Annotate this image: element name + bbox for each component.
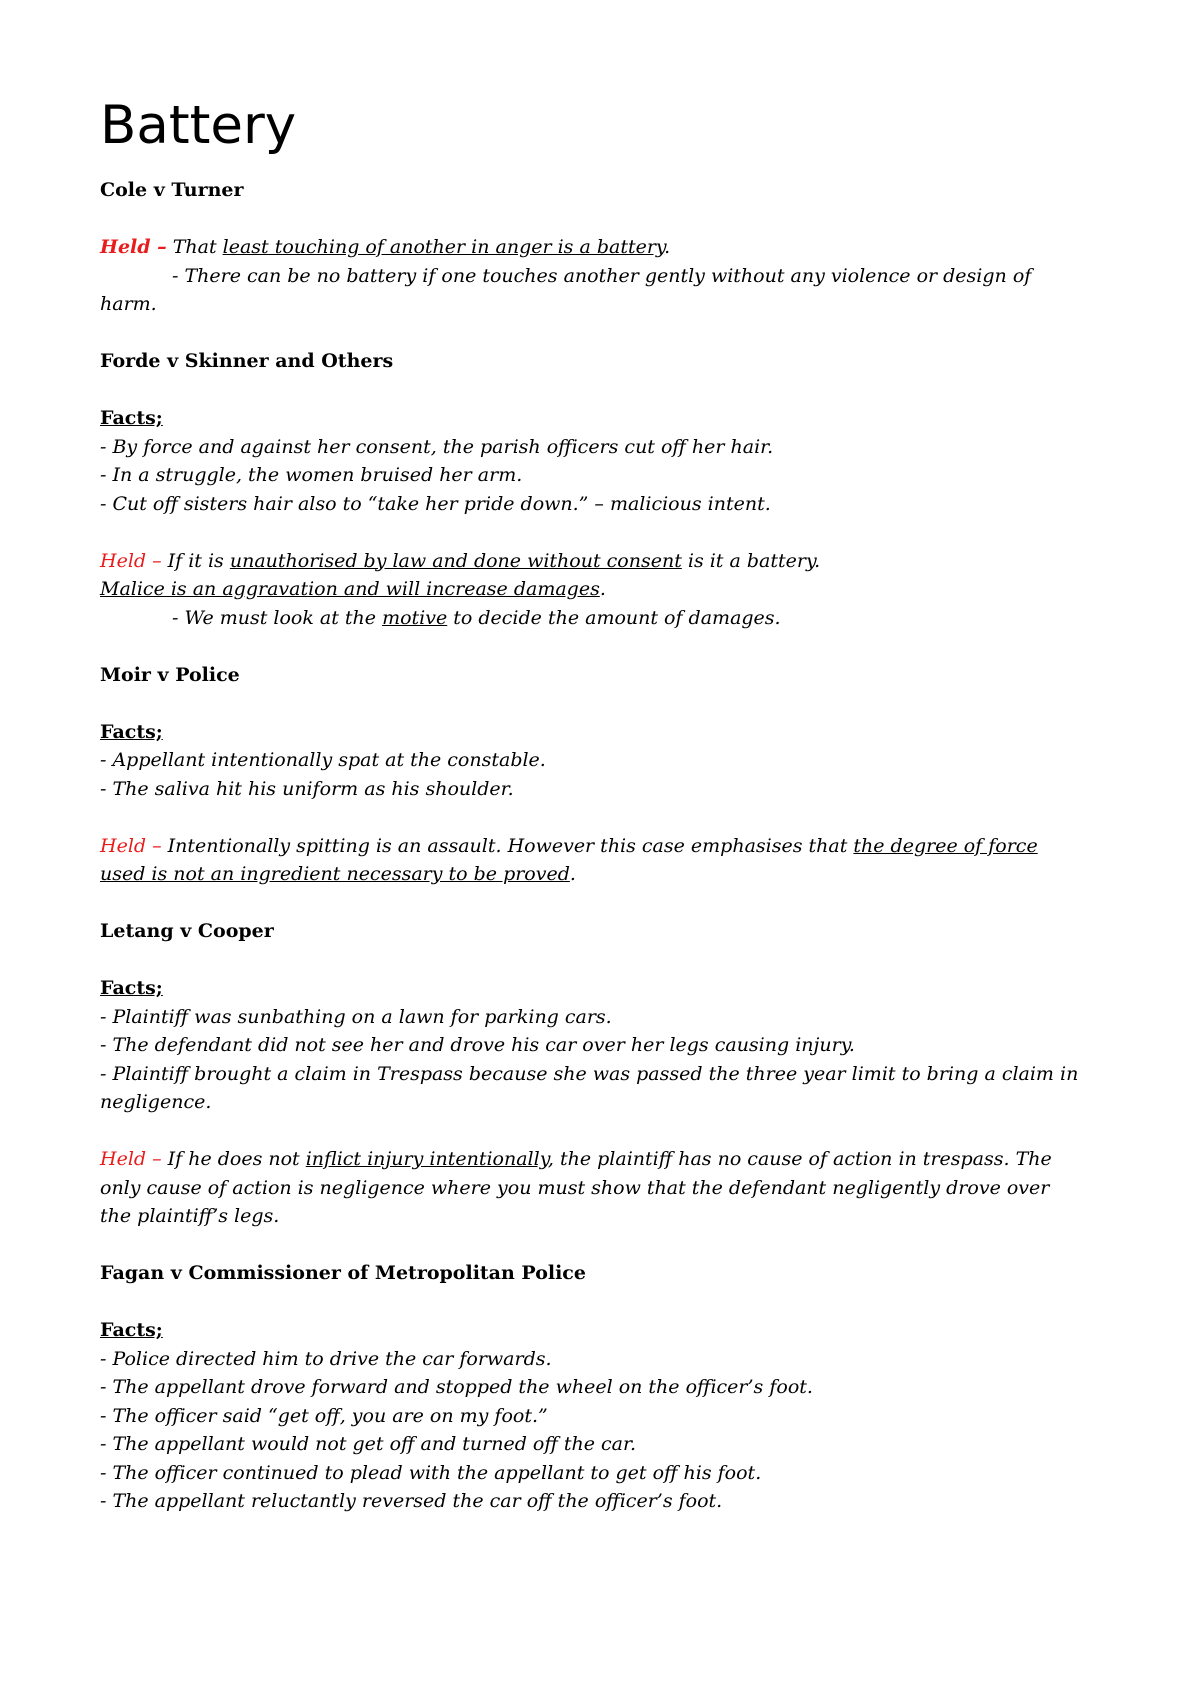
facts-label: Facts;	[100, 1319, 163, 1341]
facts-label: Facts;	[100, 720, 163, 743]
fact-line: - The appellant would not get off and turned off the car.	[100, 1433, 637, 1455]
spacer	[100, 1231, 1120, 1260]
spacer	[100, 946, 1120, 975]
document-title: Battery	[100, 95, 297, 156]
case-title-cole: Cole v Turner	[100, 179, 244, 201]
fact-line: - The appellant reluctantly reversed the car off the officer’s foot.	[100, 1490, 723, 1512]
fact-line: - Police directed him to drive the car forwards.	[100, 1347, 552, 1370]
spacer	[100, 376, 1120, 405]
case-title-fagan: Fagan v Commissioner of Metropolitan Police	[100, 1262, 586, 1284]
case-title-forde: Forde v Skinner and Others	[100, 350, 394, 372]
fact-line: - The saliva hit his uniform as his shoulder.	[100, 777, 514, 800]
fact-line: - The defendant did not see her and drove his car over her legs causing injury.	[100, 1034, 855, 1056]
document-page	[100, 92, 1120, 1516]
facts-label: Facts;	[100, 407, 163, 429]
facts-label: Facts;	[100, 977, 163, 999]
malice-line: Malice is an aggravation and will increase damages.	[100, 578, 606, 600]
spacer	[100, 632, 1120, 661]
held-cole: Held – That least touching of another in anger is a battery.	[100, 236, 671, 258]
fact-line: - The officer continued to plead with the appellant to get off his foot.	[100, 1461, 762, 1484]
note-cole-cont: harm.	[100, 293, 157, 315]
spacer	[100, 689, 1120, 718]
spacer	[100, 518, 1120, 547]
fact-line: - Plaintiff brought a claim in Trespass because she was passed the three year limit to bring a claim in	[100, 1062, 1079, 1085]
held-letang-line2: only cause of action is negligence where you must show that the defendant negligently drove over	[100, 1176, 1050, 1199]
fact-line: negligence.	[100, 1091, 212, 1113]
spacer	[100, 205, 1120, 234]
held-moir: Held – Intentionally spitting is an assault. However this case emphasises that the degree of force	[100, 834, 1038, 857]
held-moir-cont: used is not an ingredient necessary to be proved.	[100, 863, 576, 885]
held-label: Held –	[100, 834, 162, 857]
held-letang: Held – If he does not inflict injury intentionally, the plaintiff has no cause of action in trespass. The	[100, 1148, 1052, 1170]
spacer	[100, 1288, 1120, 1317]
held-letang-line3: the plaintiff’s legs.	[100, 1205, 280, 1227]
note-cole: - There can be no battery if one touches another gently without any violence or design of	[172, 264, 1032, 287]
spacer	[100, 889, 1120, 918]
fact-line: - Appellant intentionally spat at the constable.	[100, 749, 546, 771]
fact-line: - In a struggle, the women bruised her arm.	[100, 464, 523, 486]
fact-line: - The officer said “get off, you are on my foot.”	[100, 1404, 548, 1427]
spacer	[100, 319, 1120, 348]
fact-line: - Plaintiff was sunbathing on a lawn for parking cars.	[100, 1005, 612, 1028]
case-title-letang: Letang v Cooper	[100, 920, 274, 942]
spacer	[100, 1117, 1120, 1146]
held-label: Held –	[100, 236, 167, 258]
held-forde: Held – If it is unauthorised by law and done without consent is it a battery.	[100, 549, 821, 572]
fact-line: - Cut off sisters hair also to “take her pride down.” – malicious intent.	[100, 492, 771, 515]
held-label: Held –	[100, 549, 162, 572]
fact-line: - The appellant drove forward and stopped the wheel on the officer’s foot.	[100, 1376, 813, 1398]
case-title-moir: Moir v Police	[100, 663, 240, 686]
note-forde: - We must look at the motive to decide the amount of damages.	[172, 606, 781, 629]
fact-line: - By force and against her consent, the parish officers cut off her hair.	[100, 435, 774, 458]
held-label: Held –	[100, 1148, 162, 1170]
spacer	[100, 803, 1120, 832]
